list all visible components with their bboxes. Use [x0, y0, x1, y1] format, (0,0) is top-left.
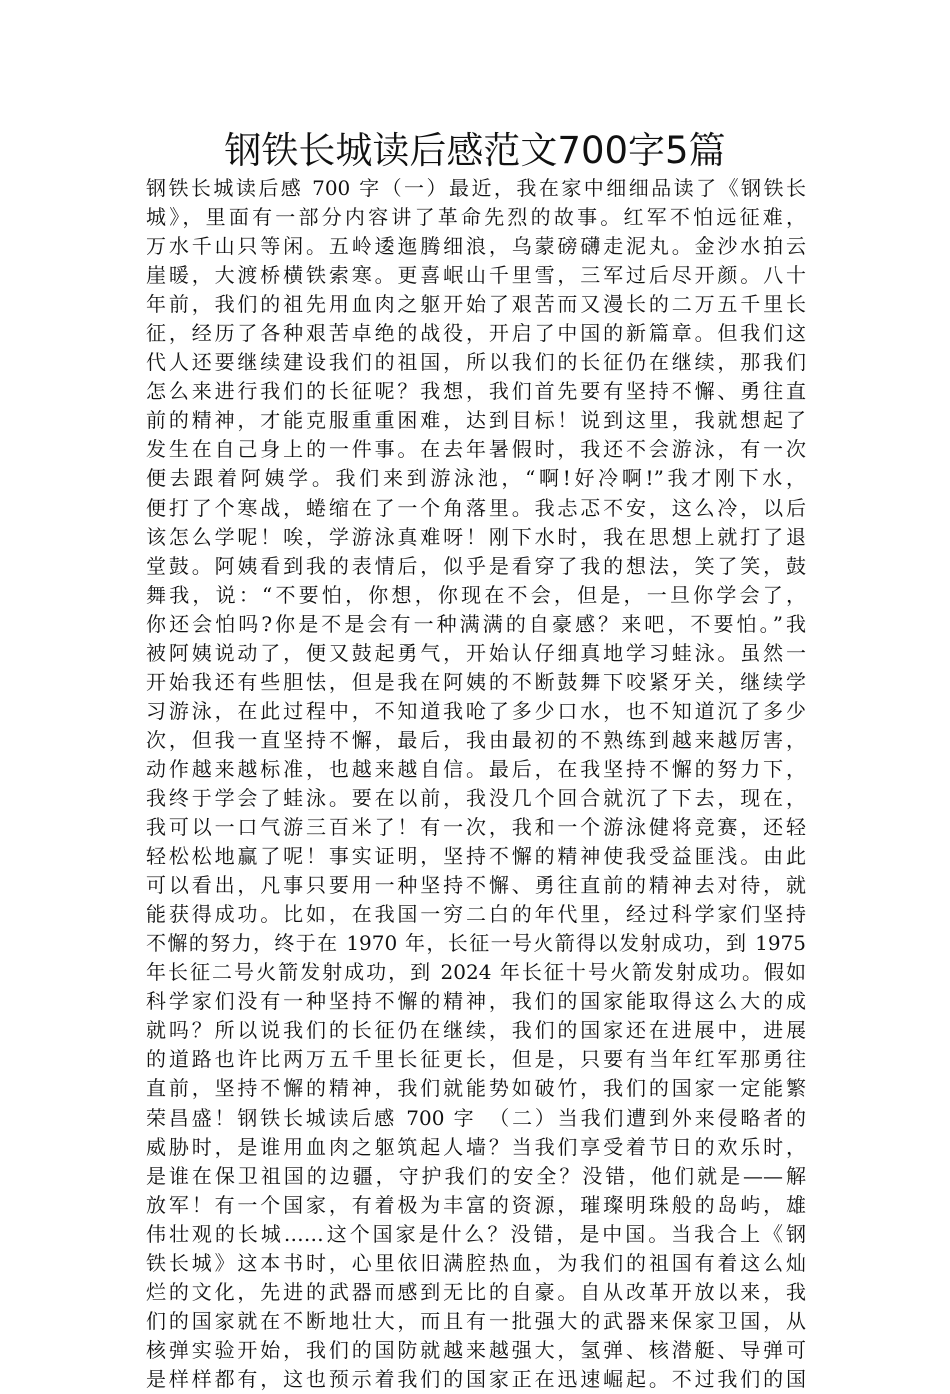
- text-line: 年前，我们的祖先用血肉之躯开始了艰苦而又漫长的二万五千里长: [146, 292, 806, 317]
- text-line: 是样样都有，这也预示着我们的国家正在迅速崛起。不过我们的国: [146, 1366, 806, 1391]
- text-line: 伟壮观的长城……这个国家是什么？没错，是中国。当我合上《钢: [146, 1221, 806, 1246]
- text-line: 年长征二号火箭发射成功，到 2024 年长征十号火箭发射成功。假如: [146, 960, 806, 985]
- text-line: 崖暖，大渡桥横铁索寒。更喜岷山千里雪，三军过后尽开颜。八十: [146, 263, 806, 288]
- text-line: 铁长城》这本书时，心里依旧满腔热血，为我们的祖国有着这么灿: [146, 1250, 806, 1275]
- text-line: 我可以一口气游三百米了！有一次，我和一个游泳健将竞赛，还轻: [146, 815, 806, 840]
- text-line: 威胁时，是谁用血肉之躯筑起人墙？当我们享受着节日的欢乐时，: [146, 1134, 806, 1159]
- text-line: 核弹实验开始，我们的国防就越来越强大，氢弹、核潜艇、导弹可: [146, 1337, 806, 1362]
- text-line: 烂的文化，先进的武器而感到无比的自豪。自从改革开放以来，我: [146, 1279, 806, 1304]
- text-line: 城》，里面有一部分内容讲了革命先烈的故事。红军不怕远征难，: [146, 205, 806, 230]
- text-line: 直前，坚持不懈的精神，我们就能势如破竹，我们的国家一定能繁: [146, 1076, 806, 1101]
- text-line: 便去跟着阿姨学。我们来到游泳池，“啊!好冷啊!”我才刚下水，: [146, 466, 806, 491]
- text-line: 代人还要继续建设我们的祖国，所以我们的长征仍在继续，那我们: [146, 350, 806, 375]
- text-line: 你还会怕吗?你是不是会有一种满满的自豪感？来吧，不要怕。”我: [146, 611, 806, 636]
- body-text: [146, 174, 806, 1394]
- text-line: 我终于学会了蛙泳。要在以前，我没几个回合就沉了下去，现在，: [146, 785, 806, 810]
- text-line: 的道路也许比两万五千里长征更长，但是，只要有当年红军那勇往: [146, 1047, 806, 1072]
- text-line: 荣昌盛！钢铁长城读后感 700 字 （二）当我们遭到外来侵略者的: [146, 1105, 806, 1130]
- text-line: 可以看出，凡事只要用一种坚持不懈、勇往直前的精神去对待，就: [146, 873, 806, 898]
- text-line: 动作越来越标准，也越来越自信。最后，在我坚持不懈的努力下，: [146, 756, 806, 781]
- text-line: 前的精神，才能克服重重困难，达到目标！说到这里，我就想起了: [146, 408, 806, 433]
- text-line: 征，经历了各种艰苦卓绝的战役，开启了中国的新篇章。但我们这: [146, 321, 806, 346]
- text-line: 轻松松地赢了呢！事实证明，坚持不懈的精神使我受益匪浅。由此: [146, 844, 806, 869]
- text-line: 开始我还有些胆怯，但是我在阿姨的不断鼓舞下咬紧牙关，继续学: [146, 669, 806, 694]
- text-line: 能获得成功。比如，在我国一穷二白的年代里，经过科学家们坚持: [146, 902, 806, 927]
- text-line: 就吗？所以说我们的长征仍在继续，我们的国家还在进展中，进展: [146, 1018, 806, 1043]
- text-line: 不懈的努力，终于在 1970 年，长征一号火箭得以发射成功，到 1975: [146, 931, 806, 956]
- text-line: 发生在自己身上的一件事。在去年暑假时，我还不会游泳，有一次: [146, 437, 806, 462]
- text-line: 被阿姨说动了，便又鼓起勇气，开始认仔细真地学习蛙泳。虽然一: [146, 640, 806, 665]
- text-line: 放军！有一个国家，有着极为丰富的资源，璀璨明珠般的岛屿，雄: [146, 1192, 806, 1217]
- text-line: 便打了个寒战，蜷缩在了一个角落里。我忐忑不安，这么冷，以后: [146, 495, 806, 520]
- text-line: 舞我，说：“不要怕，你想，你现在不会，但是，一旦你学会了，: [146, 582, 806, 607]
- text-line: 钢铁长城读后感 700 字（一）最近，我在家中细细品读了《钢铁长: [146, 176, 806, 200]
- text-line: 是谁在保卫祖国的边疆，守护我们的安全？没错，他们就是——解: [146, 1163, 806, 1188]
- text-line: 次，但我一直坚持不懈，最后，我由最初的不熟练到越来越厉害，: [146, 727, 806, 752]
- text-line: 科学家们没有一种坚持不懈的精神，我们的国家能取得这么大的成: [146, 989, 806, 1014]
- text-line: 该怎么学呢！唉，学游泳真难呀！刚下水时，我在思想上就打了退: [146, 524, 806, 549]
- page-title: 钢铁长城读后感范文700字5篇: [224, 129, 726, 172]
- text-line: 堂鼓。阿姨看到我的表情后，似乎是看穿了我的想法，笑了笑，鼓: [146, 553, 806, 578]
- text-line: 习游泳，在此过程中，不知道我呛了多少口水，也不知道沉了多少: [146, 698, 806, 723]
- text-line: 们的国家就在不断地壮大，而且有一批强大的武器来保家卫国，从: [146, 1308, 806, 1333]
- text-line: 怎么来进行我们的长征呢？我想，我们首先要有坚持不懈、勇往直: [146, 379, 806, 404]
- text-line: 万水千山只等闲。五岭逶迤腾细浪，乌蒙磅礴走泥丸。金沙水拍云: [146, 234, 806, 259]
